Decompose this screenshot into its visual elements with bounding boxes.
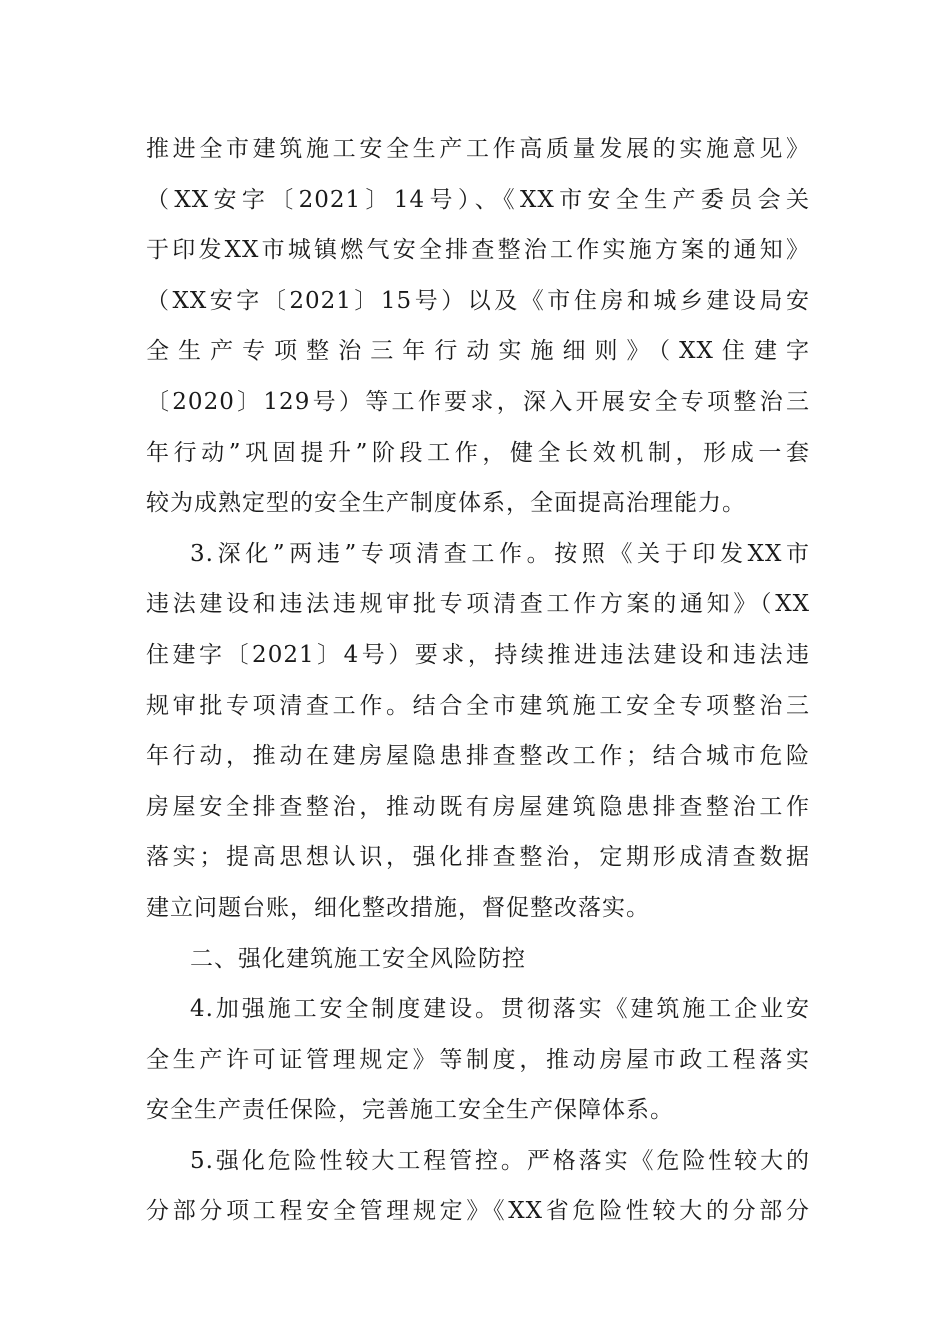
text-line: 推进全市建筑施工安全生产工作高质量发展的实施意见》	[146, 136, 810, 162]
text-line: 规审批专项清查工作。结合全市建筑施工安全专项整治三	[146, 692, 810, 719]
text-line: 〔2020〕129号）等工作要求，深入开展安全专项整治三	[146, 388, 810, 415]
text-line: 于印发XX市城镇燃气安全排查整治工作实施方案的通知》	[146, 237, 810, 264]
text-line: 分部分项工程安全管理规定》《XX省危险性较大的分部分	[146, 1198, 810, 1225]
text-line: 年行动”巩固提升”阶段工作，健全长效机制，形成一套	[146, 439, 810, 466]
text-line: 全生产许可证管理规定》等制度，推动房屋市政工程落实	[146, 1046, 810, 1073]
text-line: （XX安字〔2021〕15号）以及《市住房和城乡建设局安	[146, 287, 810, 314]
text-line: 建立问题台账，细化整改措施，督促整改落实。	[146, 894, 650, 921]
text-line: 住建字〔2021〕4号）要求，持续推进违法建设和违法违	[146, 641, 810, 668]
text-line: 违法建设和违法违规审批专项清查工作方案的通知》（XX	[146, 591, 810, 618]
text-line: 落实；提高思想认识，强化排查整治，定期形成清查数据	[146, 844, 810, 871]
text-line: 安全生产责任保险，完善施工安全生产保障体系。	[146, 1097, 674, 1124]
paragraph-heading: 4.加强施工安全制度建设。贯彻落实《建筑施工企业安	[190, 996, 810, 1023]
paragraph-heading: 5.强化危险性较大工程管控。严格落实《危险性较大的	[190, 1147, 810, 1174]
section-heading: 二、强化建筑施工安全风险防控	[190, 945, 526, 972]
paragraph-heading: 3.深化”两违”专项清查工作。按照《关于印发XX市	[190, 540, 810, 567]
text-line: （XX安字〔2021〕14号）、《XX市安全生产委员会关	[146, 186, 810, 213]
text-line: 全生产专项整治三年行动实施细则》（XX住建字	[146, 338, 810, 365]
document-body	[146, 124, 810, 1237]
text-line: 房屋安全排查整治，推动既有房屋建筑隐患排查整治工作	[146, 793, 810, 820]
text-line: 较为成熟定型的安全生产制度体系，全面提高治理能力。	[146, 490, 746, 517]
text-line: 年行动，推动在建房屋隐患排查整改工作；结合城市危险	[146, 743, 810, 770]
